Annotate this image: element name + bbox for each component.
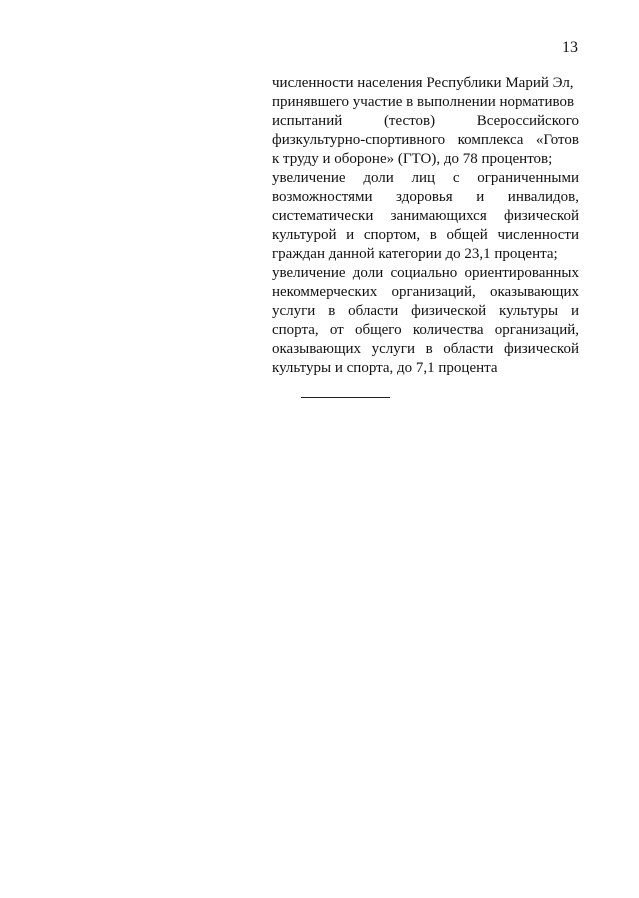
text-line: испытаний (тестов) Всероссийского: [272, 113, 579, 129]
document-body-text: [272, 74, 579, 378]
text-line: физкультурно-спортивного комплекса «Готов: [272, 132, 579, 148]
text-line: принявшего участие в выполнении нормативов: [272, 94, 575, 110]
text-line: услуги в области физической культуры и: [272, 303, 579, 319]
text-line: некоммерческих организаций, оказывающих: [272, 284, 579, 300]
text-line: увеличение доли лиц с ограниченными: [272, 170, 579, 186]
text-line: культуры и спорта, до 7,1 процента: [272, 360, 498, 376]
text-line: культурой и спортом, в общей численности: [272, 227, 579, 243]
text-line: спорта, от общего количества организаций,: [272, 322, 579, 338]
text-line: граждан данной категории до 23,1 процента;: [272, 246, 558, 262]
closing-separator-line: [301, 397, 390, 398]
text-line: возможностями здоровья и инвалидов,: [272, 189, 579, 205]
text-line: численности населения Республики Марий Эл,: [272, 75, 574, 91]
text-line: оказывающих услуги в области физической: [272, 341, 579, 357]
text-line: к труду и обороне» (ГТО), до 78 процентов;: [272, 151, 553, 167]
text-line: систематически занимающихся физической: [272, 208, 579, 224]
text-line: увеличение доли социально ориентированных: [272, 265, 579, 281]
page-number: 13: [562, 39, 578, 56]
